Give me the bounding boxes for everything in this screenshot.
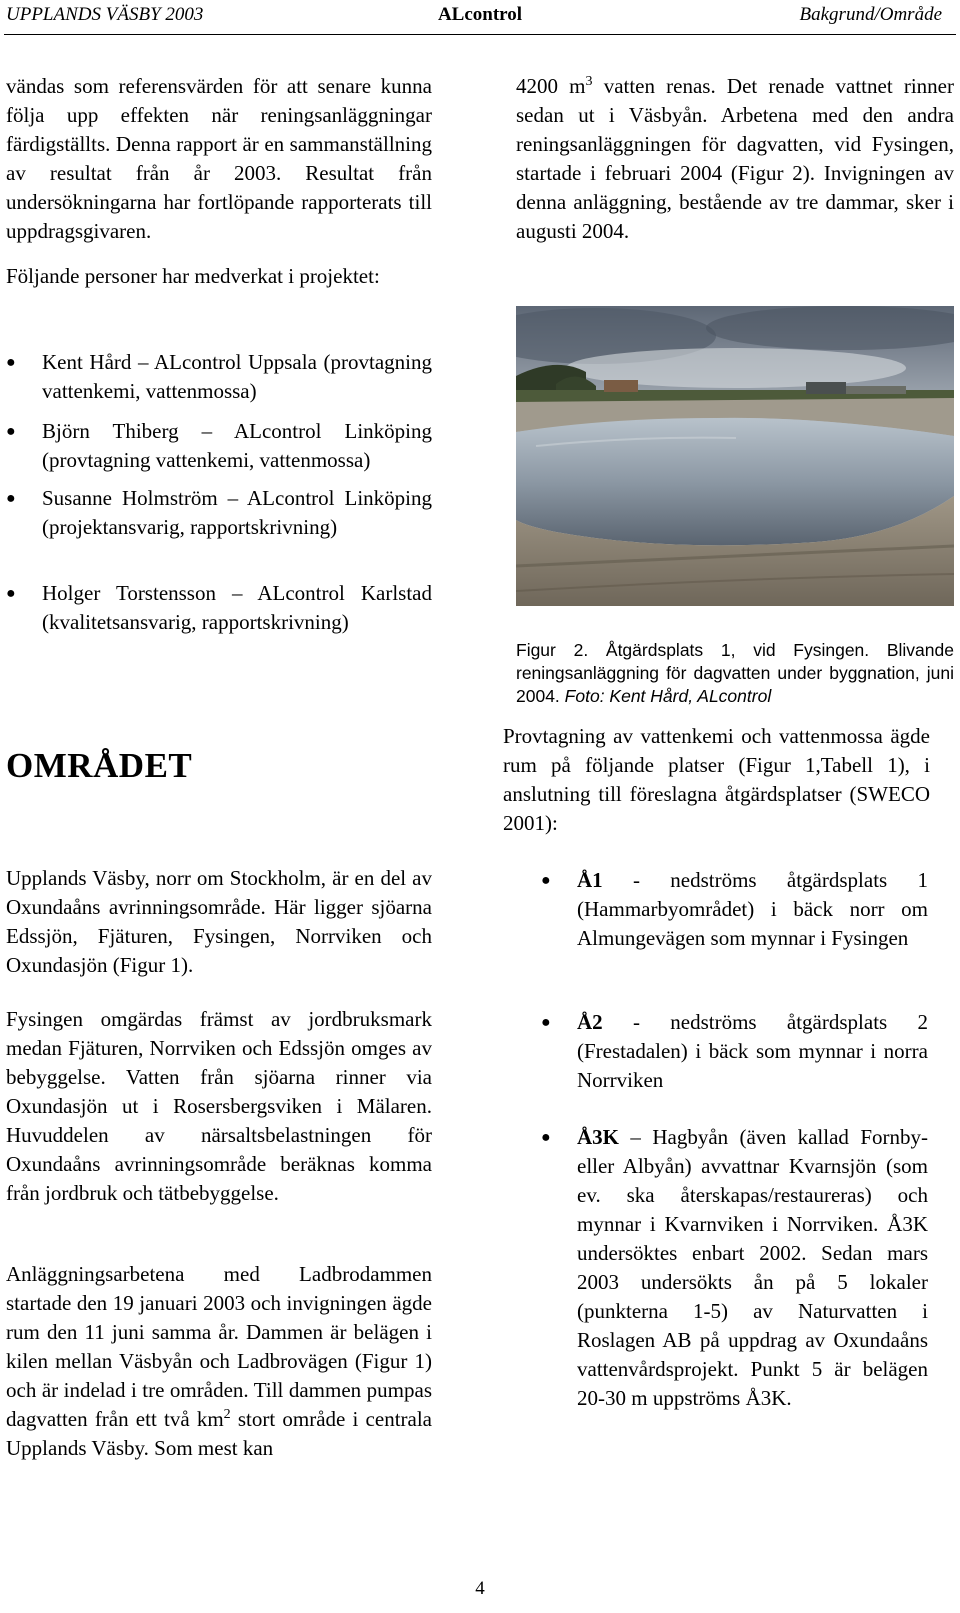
list-item-person-2	[6, 417, 432, 475]
left-paragraph-2: Följande personer har medverkat i projektet:	[6, 264, 380, 288]
list-item-site-3	[541, 1123, 928, 1413]
right-paragraph-1	[516, 72, 954, 246]
person-text: Björn Thiberg – ALcontrol Linköping (provtagning vattenkemi, vattenmossa)	[42, 419, 432, 472]
text-run: stort område i centrala Upplands Väsby. Som mest kan	[6, 1407, 432, 1460]
superscript: 2	[223, 1407, 231, 1422]
superscript: 3	[585, 74, 593, 89]
person-text: Kent Hård – ALcontrol Uppsala (provtagning vattenkemi, vattenmossa)	[42, 350, 432, 403]
list-item-person-1	[6, 348, 432, 406]
header-right: Bakgrund/Område	[799, 4, 942, 25]
right-paragraph-2: Provtagning av vattenkemi och vattenmossa ägde rum på följande platser (Figur 1,Tabell 1), i anslutning till föreslagna åtgärdsplatser (SWECO 2001):	[503, 724, 930, 835]
header-center: ALcontrol	[437, 4, 523, 25]
list-item-person-4	[6, 579, 432, 637]
header-left: UPPLANDS VÄSBY 2003	[6, 4, 204, 25]
site-code: Å3K	[577, 1125, 619, 1149]
section-heading: OMRÅDET	[6, 746, 193, 785]
person-text: Susanne Holmström – ALcontrol Linköping (projektansvarig, rapportskrivning)	[42, 486, 432, 539]
bullet-icon: ●	[6, 585, 16, 602]
site-code: Å2	[577, 1010, 603, 1034]
text-run: 4200 m	[516, 74, 586, 98]
text-run: vatten renas. Det renade vattnet rinner sedan ut i Väsbyån. Arbetena med den andra reningsanläggningen för dagvatten, vid Fysingen, startade i februari 2004 (Figur 2). Invigningen av denna anläggning, bestående av tre dammar, sker i augusti 2004.	[516, 74, 954, 243]
left-paragraph-1: vändas som referensvärden för att senare kunna följa upp effekten när reningsanläggningar färdigställts. Denna rapport är en sammanställning av resultat från år 2003. Resultat från undersökningarna har fortlöpande rapporterats till uppdragsgivaren.	[6, 74, 432, 243]
left-paragraph-3: Upplands Väsby, norr om Stockholm, är en del av Oxundaåns avrinningsområde. Här ligger sjöarna Edssjön, Fjäturen, Fysingen, Norrviken och Oxundasjön (Figur 1).	[6, 866, 432, 977]
bullet-icon: ●	[541, 872, 551, 889]
site-text: – Hagbyån (även kallad Fornby- eller Albyån) avvattnar Kvarnsjön (som ev. ska återskapas/restaureras) och mynnar i Kvarnviken i Norrviken. Å3K undersöktes enbart 2002. Sedan mars 2003 undersökts ån på 5 lokaler (punkterna 1-5) av Naturvatten i Roslagen AB på uppdrag av Oxundaåns vattenvårdsprojekt. Punkt 5 är belägen 20-30 m uppströms Å3K.	[577, 1125, 928, 1410]
list-item-site-1	[541, 866, 928, 953]
site-code: Å1	[577, 868, 603, 892]
bullet-icon: ●	[6, 423, 16, 440]
bullet-icon: ●	[6, 354, 16, 371]
list-item-site-2	[541, 1008, 928, 1095]
bullet-icon: ●	[541, 1014, 551, 1031]
caption-text: Figur 2. Åtgärdsplats 1, vid Fysingen. Blivande reningsanläggning för dagvatten under byggnation, juni 2004.	[516, 640, 954, 706]
page-header	[0, 0, 960, 36]
header-rule	[4, 34, 956, 35]
list-item-person-3	[6, 484, 432, 542]
bullet-icon: ●	[6, 490, 16, 507]
person-text: Holger Torstensson – ALcontrol Karlstad (kvalitetsansvarig, rapportskrivning)	[42, 581, 432, 634]
photo-landscape-icon	[516, 306, 954, 606]
left-paragraph-4: Fysingen omgärdas främst av jordbruksmark medan Fjäturen, Norrviken och Edssjön omges av bebyggelse. Vatten från sjöarna rinner via Oxundasjön ut i Rosersbergsviken i Mälaren. Huvuddelen av närsaltsbelastningen för Oxundaåns avrinningsområde beräknas komma från jordbruk och tätbebyggelse.	[6, 1007, 432, 1205]
figure-caption	[516, 639, 954, 708]
bullet-icon: ●	[541, 1129, 551, 1146]
page-number: 4	[475, 1578, 485, 1599]
site-text: - nedströms åtgärdsplats 1 (Hammarbyområdet) i bäck norr om Almungevägen som mynnar i Fysingen	[577, 868, 928, 950]
figure-photo-fysingen	[516, 306, 954, 606]
left-paragraph-5	[6, 1260, 432, 1463]
text-run: Anläggningsarbetena med Ladbrodammen startade den 19 januari 2003 och invigningen ägde rum den 11 juni samma år. Dammen är belägen i kilen mellan Väsbyån och Ladbrovägen (Figur 1) och är indelad i tre områden. Till dammen pumpas dagvatten från ett två km	[6, 1262, 432, 1431]
site-text: - nedströms åtgärdsplats 2 (Frestadalen) i bäck som mynnar i norra Norrviken	[577, 1010, 928, 1092]
caption-credit: Foto: Kent Hård, ALcontrol	[564, 686, 772, 706]
